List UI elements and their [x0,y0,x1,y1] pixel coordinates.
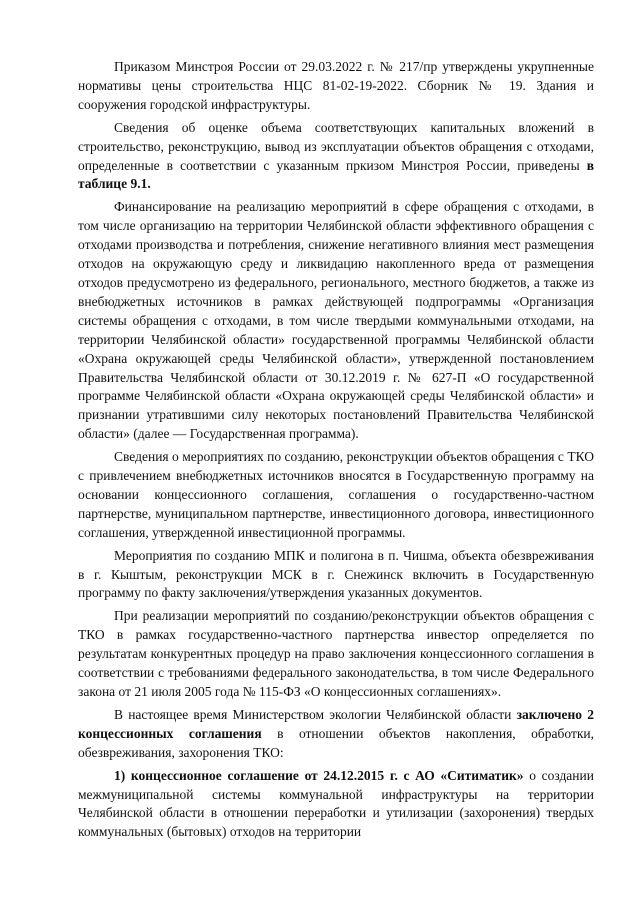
paragraph-extrabudgetary-sources [78,448,594,543]
paragraph-text: В настоящее время Министерством экологии Челябинской области [114,706,517,722]
paragraph-text: о создании межмуниципальной системы коммунальной инфраструктуры на территории Челябинской области в отношении переработки и утилизации (захоронения) твердых коммунальных (бытовых) отходов на территории [78,767,594,840]
paragraph-text: Финансирование на реализацию мероприятий в сфере обращения с отходами, в том числе организацию на территории Челябинской области эффективного обращения с отходами производства и потребления, снижение негативного влияния мест размещения отходов на окружающую среду и ликвидацию накопленного вреда от размещения отходов предусмотрено из федерального, регионального, местного бюджетов, а также из внебюджетных источников в рамках действующей подпрограммы «Организация системы обращения с отходами, в том числе твердыми коммунальными отходами, на территории Челябинской области» государственной программы Челябинской области «Охрана окружающей среды Челябинской области», утвержденной постановлением Правительства Челябинской области от 30.12.2019 г. № 627-П «О государственной программе Челябинской области «Охрана окружающей среды Челябинской области» и признании утратившими силу некоторых постановлений Правительства Челябинской области» (далее — Государственная программа). [78,199,594,442]
paragraph-planned-measures [78,547,594,604]
paragraph-investment-estimate [78,119,594,195]
table-reference: в таблице 9.1. [78,157,594,192]
paragraph-order-reference [78,58,594,115]
paragraph-text: в отношении объектов накопления, обработки, обезвреживания, захоронения ТКО: [78,725,594,760]
document-page [78,58,594,842]
paragraph-public-private-partnership [78,607,594,702]
paragraph-text: При реализации мероприятий по созданию/реконструкции объектов обращения с ТКО в рамках государственно-частного партнерства инвестор определяется по результатам конкурентных процедур на право заключения концессионного соглашения в соответствии с требованиями федерального законодательства, в том числе Федерального закона от 21 июля 2005 года № 115-ФЗ «О концессионных соглашениях». [78,608,594,699]
paragraph-financing [78,198,594,444]
paragraph-text: Сведения об оценке объема соответствующих капитальных вложений в строительство, реконструкцию, вывод из эксплуатации объектов обращения с отходами, определенные в соответствии с указанным пркизом Минстроя России, приведены [78,119,594,173]
paragraph-text: Сведения о мероприятиях по созданию, реконструкции объектов обращения с ТКО с привлечением внебюджетных источников вносятся в Государственную программу на основании концессионного соглашения, соглашения о государственно-частном партнерстве, муниципальном партнерстве, инвестиционного договора, инвестиционного соглашения, утвержденной инвестиционной программы. [78,449,594,540]
agreements-count-highlight: заключено 2 концессионных соглашения [78,706,594,741]
paragraph-concession-agreements [78,706,594,763]
paragraph-text: Приказом Минстроя России от 29.03.2022 г. № 217/пр утверждены укрупненные нормативы цены строительства НЦС 81-02-19-2022. Сборник № 19. Здания и сооружения городской инфраструктуры. [78,59,594,112]
paragraph-agreement-1 [78,767,594,843]
agreement-1-title: 1) концессионное соглашение от 24.12.2015 г. с АО «Ситиматик» [114,767,524,783]
paragraph-text: Мероприятия по созданию МПК и полигона в п. Чишма, объекта обезвреживания в г. Кыштым, реконструкции МСК в г. Снежинск включить в Государственную программу по факту заключения/утверждения указанных документов. [78,547,594,601]
